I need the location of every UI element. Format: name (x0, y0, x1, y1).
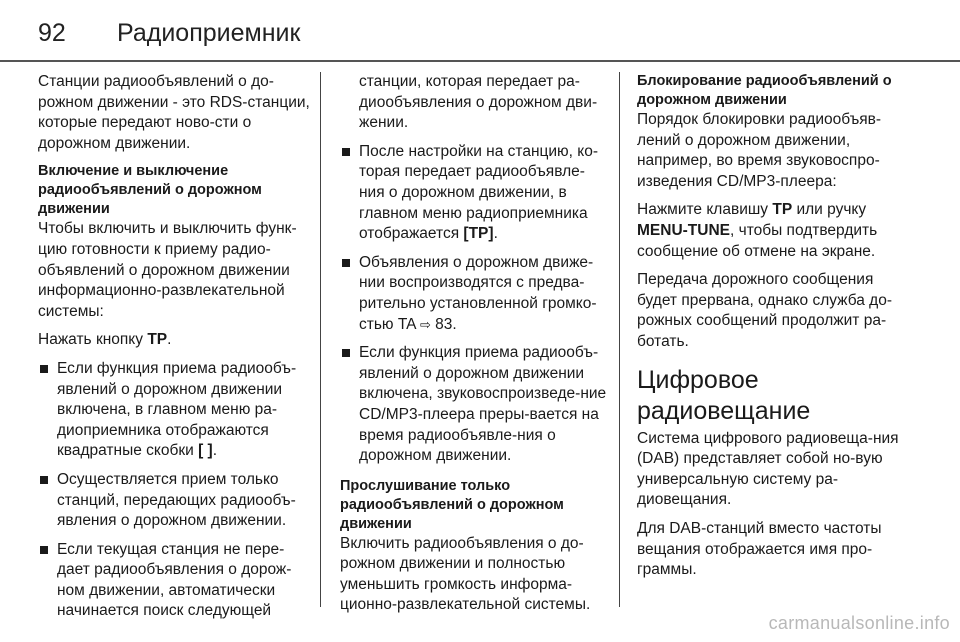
paragraph-press-key: Нажмите клавишу TP или ручку MENU-TUNE, чтобы подтвердить сообщение об отмене на экране. (637, 201, 878, 260)
paragraph-dab-info: Система цифрового радиовеща-ния (DAB) представляет собой но-вую универсальную систему ра-диовещания. (637, 429, 899, 509)
bullet-square-icon (40, 476, 48, 484)
paragraph-listen-info: Включить радиообъявления о до-рожном движении и полностью уменьшить громкость информа-ционно-развлекательной системы. (340, 534, 591, 614)
watermark: carmanualsonline.info (768, 613, 950, 633)
list-item: Осуществляется прием только станций, передающих радиообъ-явления о дорожном движении. (38, 470, 310, 532)
paragraph-press-tp: Нажать кнопку TP. (38, 331, 172, 349)
chapter-heading-digital-radio: Цифровое радиовещание (637, 365, 811, 425)
list-item: Объявления о дорожном движе-нии воспроизводятся с предва-рительно установленной громко-стью TA ⇨ 83. (340, 253, 608, 335)
section-heading-enable: Включение и выключение радиообъявлений о дорожном движении (38, 163, 262, 218)
bullet-square-icon (40, 365, 48, 373)
bullet-square-icon (342, 259, 350, 267)
page-header (0, 0, 960, 62)
intro-paragraph: Станции радиообъявлений о до-рожном движении - это RDS-станции, которые передают ново-сти о дорожном движении. (38, 73, 310, 152)
paragraph-dab-names: Для DAB-станций вместо частоты вещания отображается имя про-граммы. (637, 519, 882, 579)
paragraph-interrupt-info: Передача дорожного сообщения будет прервана, однако служба до-рожных сообщений продолжит ра-ботать. (637, 271, 892, 350)
list-item: Если функция приема радиообъ-явлений о дорожном движении включена, в главном меню ра-диоприемника отображаются квадратные скобки [ ]. (38, 359, 310, 462)
key-tp: TP (772, 201, 793, 219)
column-divider-2 (619, 72, 620, 607)
column-1 (38, 72, 310, 630)
paragraph-enable-info: Чтобы включить и выключить функ-цию готовности к приему радио-объявлений о дорожном движении информационно-развлекательной системы: (38, 220, 297, 320)
column-2 (340, 72, 608, 624)
bullet-list-1 (38, 359, 310, 622)
page-reference-arrow-icon: ⇨ (419, 316, 431, 332)
list-item: Если функция приема радиообъ-явлений о дорожном движении включена, звуковоспроизведе-ние CD/MP3-плеера преры-вается на время радиообъявле-ния о дорожном движении. (340, 343, 608, 467)
bullet-square-icon (342, 349, 350, 357)
page-title: Радиоприемник (117, 19, 301, 47)
key-tp: TP (147, 331, 168, 349)
list-item: Если текущая станция не пере-дает радиообъявления о дорож-ном движении, автоматически начинается поиск следующей (38, 540, 310, 622)
key-menu-tune: MENU-TUNE (637, 221, 730, 239)
paragraph-block-info: Порядок блокировки радиообъяв-лений о дорожном движении, например, во время звуковоспро-изведения CD/MP3-плеера: (637, 111, 882, 190)
bullet-list-2 (340, 142, 608, 467)
header-divider (0, 60, 960, 62)
column-divider-1 (320, 72, 321, 607)
page-number: 92 (38, 19, 66, 47)
list-item: После настройки на станцию, ко-торая передает радиообъявле-ния о дорожном движении, в главном меню радиоприемника отображается [TP]. (340, 142, 608, 245)
section-heading-listen: Прослушивание только радиообъявлений о дорожном движении (340, 477, 564, 532)
bullet-square-icon (342, 148, 350, 156)
column-3 (637, 72, 911, 589)
continued-paragraph: станции, которая передает ра-диообъявления о дорожном дви-жении. (359, 73, 598, 132)
section-heading-block: Блокирование радиообъявлений о дорожном движении (637, 73, 892, 108)
bullet-square-icon (40, 546, 48, 554)
